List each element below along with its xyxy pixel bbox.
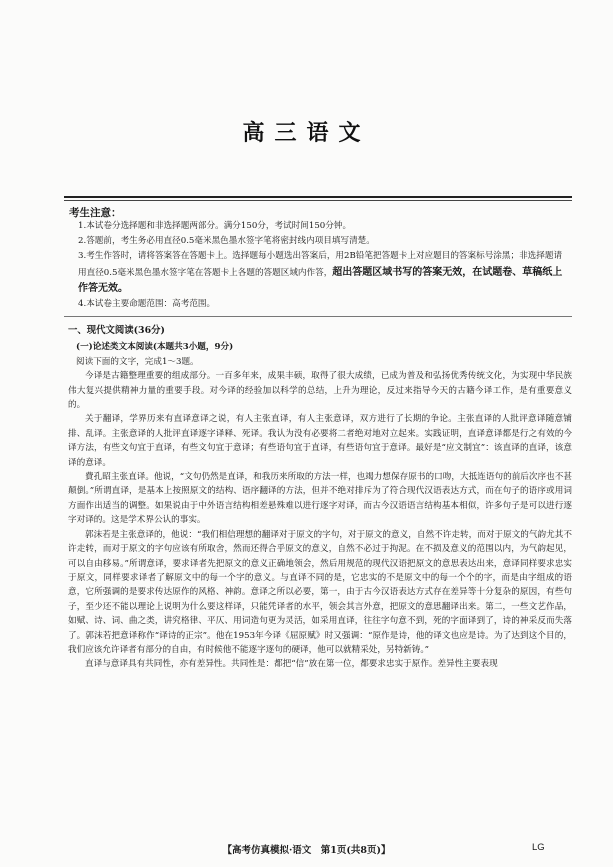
notice-divider xyxy=(64,316,572,317)
subsection-heading: (一)论述类文本阅读(本题共3小题，9分) xyxy=(76,342,234,353)
footer-code: LG xyxy=(532,842,545,853)
page-footer: 【高考仿真模拟·语文 第1页(共8页)】 xyxy=(222,845,391,856)
passage-paragraph: 郭沫若是主张意译的，他说：“我们相信理想的翻译对于原文的字句，对于原文的意义，自然不许走转，而对于原文的气韵尤其不许走转，而对于原文的字句应该有所取舍，然而还得合乎原文的意义，自然不必过于拘泥。在不损及意义的范围以内，为气韵起见，可以自由移易。”所谓意译，要求译者先把原文的意义正确地领会，然后用规范的现代汉语把原文的意思表达出来，意译同样要求忠实于原文，同样要求译者了解原文中的每一个字的意义。与直译不同的是，它忠实的不是原文中的每一个个的字，而是由字组成的语意，它所强调的是要求传达原作的风格、神韵。意译之所以必要，第一，由于古今汉语表达方式存在差异等十分复杂的原因，有些句子，至少还不能以理论上说明为什么要这样译，只能凭译者的水平，领会其言外意，把原文的意思翻译出来。第二，一些文艺作品，如赋、诗、词、曲之类，讲究格律、平仄、用词造句更为灵活，如采用直译，往往字句意不到，死的字面译到了，诗的神采反而失落了。郭沫若把意译称作“译诗的正宗”。他在1953年今译《屈原赋》时又强调：“原作是诗，他的译文也应是诗。为了达到这个目的，我们应该允许译者有部分的自由，有时候他不能逐字逐句的硬译，他可以就精采处，另特新铸。” xyxy=(68,529,572,655)
notice-item: 1.本试卷分选择题和非选择题两部分。满分150分，考试时间150分钟。 xyxy=(78,221,352,231)
notice-highlight: 超出答题区域书写的答案无效，在试题卷、草稿纸上作答无效。 xyxy=(78,266,563,294)
instruction-text: 阅读下面的文字，完成1～3题。 xyxy=(76,356,199,367)
notice-item: 4.本试卷主要命题范围：高考范围。 xyxy=(78,299,216,310)
passage-paragraph: 关于翻译，学界历来有直译意译之说，有人主张直译，有人主张意译，双方进行了长期的争论。主张直译的人批评意译随意铺排、乱译。主张意译的人批评直译逐字译释、死译。我认为没有必要将二者绝对地对立起来。实践证明，直译意译都是行之有效的今译方法，有些文句宜于直译，有些文句宜于意译；有些语句宜于直译，有些语句宜于意译。最好是“应文制宜”：该直译的直译，该意译的意译。 xyxy=(68,414,572,468)
notice-item: 2.答题前，考生务必用直径0.5毫米黑色墨水签字笔将密封线内项目填写清楚。 xyxy=(78,236,375,247)
section-heading: 一、现代文阅读(36分) xyxy=(68,325,165,336)
notice-heading: 考生注意： xyxy=(69,207,122,219)
header-divider-thick xyxy=(64,196,572,198)
header-divider-thin xyxy=(64,200,572,201)
passage-paragraph: 費孔昭主张直译。他说，“文句仍然是直译，和我历来所取的方法一样，也竭力想保存原书的口吻，大抵连语句的前后次序也不甚颠倒。”所谓直译，是基本上按照原文的结构、语序翻译的方法，但并不绝对排斥为了符合现代汉语表达方式，而在句子的语序或用词方面作出适当的调整。如果说由于中外语言结构相差悬殊难以进行逐字对译，而古今汉语语言结构基本相似，许多句子是可以进行逐字对译的。这是学术界公认的事实。 xyxy=(68,472,572,526)
passage-paragraph: 直译与意译具有共同性，亦有差异性。共同性是：都把“信”放在第一位，都要求忠实于原作。差异性主要表现 xyxy=(85,659,498,670)
notice-item-text: 3.考生作答时，请将答案答在答题卡上。选择题每小题选出答案后，用2B铅笔把答题卡上对应题目的答案标号涂黑；非选择题请用直径0.5毫米黑色墨水签字笔在答题卡上各题的答题区域内作答， xyxy=(78,251,563,278)
passage-paragraph: 今译是古籍整理重要的组成部分。一百多年来，成果丰硕，取得了很大成绩，已成为普及和弘扬优秀传统文化，为实现中华民族伟大复兴提供精神力量的重要手段。对今译的经验加以科学的总结，上升为理论，反过来指导今天的古籍今译工作，是有重要意义的。 xyxy=(68,371,572,411)
notice-item xyxy=(78,249,568,297)
notice-list xyxy=(78,219,568,312)
reading-section xyxy=(68,324,572,672)
page-title: 高三语文 xyxy=(242,120,371,146)
